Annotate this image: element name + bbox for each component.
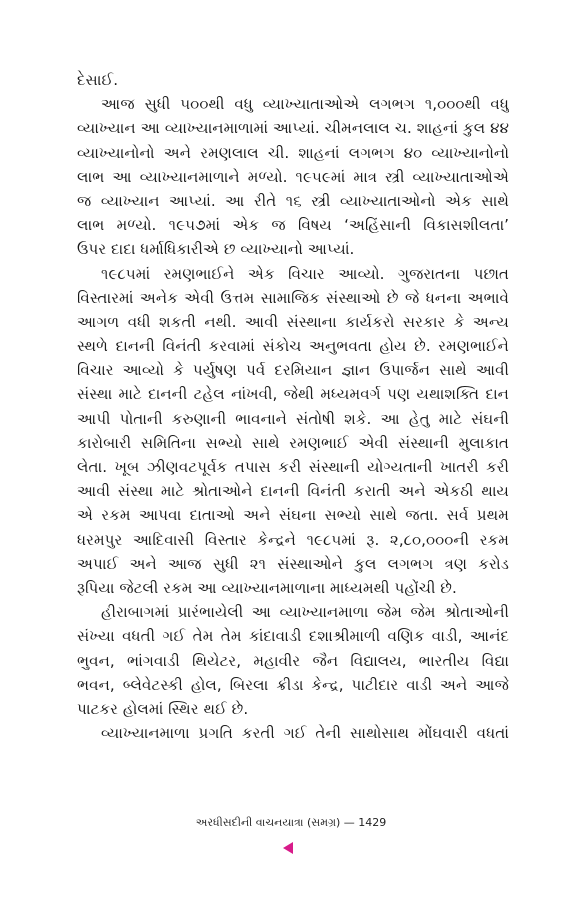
text-line: સ્થળે દાનની વિનંતી કરવામાં સંકોચ અનુભવતા હોય છે. રમણભાઈને	[77, 337, 509, 356]
page-body	[77, 68, 509, 745]
text-line: પાટકર હોલમાં સ્થિર થઈ છે.	[77, 699, 249, 718]
page-footer: અરધીસદીની વાચનયાત્રા (સમગ્ર) — 1429	[195, 816, 387, 829]
text-line: લેતા. ખૂબ ઝીણવટપૂર્વક તપાસ કરી સંસ્થાની યોગ્યતાની ખાતરી કરી	[77, 458, 509, 476]
text-line: આગળ વધી શકતી નથી. આવી સંસ્થાના કાર્યકરો સરકાર કે અન્ય	[77, 312, 509, 331]
text-line: આવી સંસ્થા માટે શ્રોતાઓને દાનની વિનંતી કરાતી અને એકઠી થાય	[77, 482, 509, 501]
text-line: હીરાબાગમાં પ્રારંભાયેલી આ વ્યાખ્યાનમાળા જેમ જેમ શ્રોતાઓની	[101, 603, 509, 622]
text-line: વ્યાખ્યાનોનો અને રમણલાલ ચી. શાહનાં લગભગ ૪૦ વ્યાખ્યાનોનો	[77, 143, 509, 162]
text-line: ઉપર દાદા ધર્માધિકારીએ છ વ્યાખ્યાનો આપ્યાં.	[77, 240, 355, 259]
text-line: સંસ્થા માટે દાનની ટહેલ નાંખવી, જેથી મધ્યમવર્ગ પણ યથાશક્તિ દાન	[77, 385, 509, 404]
text-line: ભવન, બ્લેવેટસ્કી હોલ, બિરલા ક્રીડા કેન્દ્ર, પાટીદાર વાડી અને આજે	[77, 675, 509, 694]
previous-page-arrow-icon[interactable]	[283, 842, 293, 854]
text-line: એ રકમ આપવા દાતાઓ અને સંઘના સભ્યો સાથે જતા. સર્વ પ્રથમ	[77, 506, 509, 525]
text-line: વ્યાખ્યાનમાળા પ્રગતિ કરતી ગઈ તેની સાથોસાથ મોંઘવારી વધતાં	[101, 724, 509, 743]
text-line: ધરમપુર આદિવાસી વિસ્તાર કેન્દ્રને ૧૯૮૫માં રૂ. ૨,૮૦,૦૦૦ની રકમ	[77, 530, 509, 549]
text-line: ૧૯૮૫માં રમણભાઈને એક વિચાર આવ્યો. ગુજરાતના પછાત	[101, 264, 509, 283]
text-line: દેસાઈ.	[77, 71, 119, 89]
text-line: સંખ્યા વધતી ગઈ તેમ તેમ કાંદાવાડી દશાશ્રીમાળી વણિક વાડી, આનંદ	[77, 627, 509, 646]
text-line: જ વ્યાખ્યાન આપ્યાં. આ રીતે ૧૬ સ્ત્રી વ્યાખ્યાતાઓનો એક સાથે	[77, 191, 509, 210]
text-line: વિસ્તારમાં અનેક એવી ઉત્તમ સામાજિક સંસ્થાઓ છે જે ધનના અભાવે	[77, 288, 509, 307]
text-line: લાભ મળ્યો. ૧૯૫૭માં એક જ વિષય ‘અહિંસાની વિકાસશીલતા’	[77, 216, 509, 235]
text-line: અપાઈ અને આજ સુધી ૨૧ સંસ્થાઓને કુલ લગભગ ત્રણ કરોડ	[77, 554, 509, 573]
text-line: રૂપિયા જેટલી રકમ આ વ્યાખ્યાનમાળાના માધ્યમથી પહોંચી છે.	[77, 578, 457, 597]
text-line: કારોબારી સમિતિના સભ્યો સાથે રમણભાઈ એવી સંસ્થાની મુલાકાત	[77, 433, 509, 452]
text-line: આજ સુધી ૫૦૦થી વધુ વ્યાખ્યાતાઓએ લગભગ ૧,૦૦૦થી વધુ	[101, 95, 509, 114]
text-line: લાભ આ વ્યાખ્યાનમાળાને મળ્યો. ૧૯૫૯માં માત્ર સ્ત્રી વ્યાખ્યાતાઓએ	[77, 167, 509, 186]
text-line: વિચાર આવ્યો કે પર્યુષણ પર્વ દરમિયાન જ્ઞાન ઉપાર્જન સાથે આવી	[77, 361, 509, 380]
text-line: ભુવન, ભાંગવાડી થિયેટર, મહાવીર જૈન વિદ્યાલય, ભારતીય વિદ્યા	[77, 651, 509, 670]
text-line: વ્યાખ્યાન આ વ્યાખ્યાનમાળામાં આપ્યાં. ચીમનલાલ ચ. શાહનાં કુલ ૪૪	[77, 119, 509, 138]
text-line: આપી પોતાની કરુણાની ભાવનાને સંતોષી શકે. આ હેતુ માટે સંઘની	[77, 409, 509, 428]
